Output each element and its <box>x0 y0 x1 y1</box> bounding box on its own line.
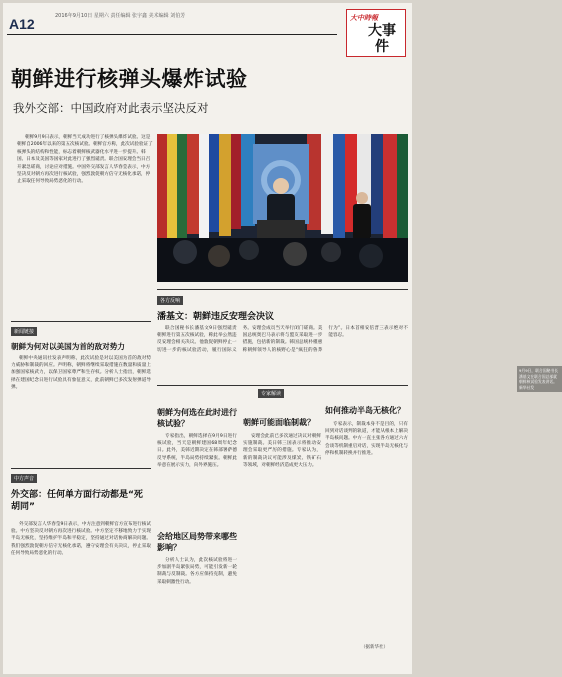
headline: 朝鲜进行核弹头爆炸试验 <box>11 67 248 91</box>
subheadline: 我外交部：中国政府对此表示坚决反对 <box>13 101 209 115</box>
section-label-link: 新闻链接 <box>11 327 37 336</box>
divider <box>11 468 151 469</box>
page-header <box>7 9 337 35</box>
dateline: 2016年9月10日 星期六 责任编辑 张宇鑫 美术编辑 刘伯芳 <box>55 13 186 19</box>
china-text: 外交部发言人华春莹9日表示，中方注意到朝鲜官方宣布进行核试验。中方坚决反对朝方再次进行核试验。中方坚定不移地致力于实现半岛无核化，坚持维护半岛和平稳定，坚持通过对话协商解决问题。我们强烈敦促朝方信守无核化承诺，遵守安理会有关决议，停止采取任何导致局势恶化的行动。 <box>11 522 151 556</box>
china-body <box>11 521 151 661</box>
section-label-china: 中方声音 <box>11 474 37 483</box>
question-2-headline: 会给地区局势带来哪些影响？ <box>157 532 237 552</box>
reactions-body <box>157 325 408 377</box>
section-label-reactions: 各方反响 <box>157 296 183 305</box>
newspaper-brand-box <box>346 9 406 57</box>
byline: （据新华社） <box>361 645 388 650</box>
section-label-analysis: 专家解读 <box>258 389 284 398</box>
link-body <box>11 355 151 457</box>
divider <box>11 321 151 322</box>
question-3-text: 安理会此前已多次通过决议对朝鲜实施制裁。美日韩三国表示将推动安理会采取更严厉的措施。专家认为，新的制裁决议可能涉及煤炭、铁矿石等领域，对朝鲜经济造成更大压力。 <box>243 434 321 468</box>
divider <box>157 385 408 386</box>
photo-caption: 9月9日，联合国秘书长潘基文在联合国总部就朝鲜核试验发表讲话。新华社发 <box>517 366 562 392</box>
question-1-headline: 朝鲜为何选在此时进行核试验？ <box>157 408 237 428</box>
question-4-headline: 如何推动半岛无核化？ <box>325 406 405 415</box>
question-4-text: 专家表示，制裁本身不是目的，只有回到对话谈判的轨道，才能从根本上解决半岛核问题。中方一直主张各方通过六方会谈等机制重启对话，实现半岛无核化与停和机制转换并行推进。 <box>325 422 408 456</box>
question-2-body <box>157 557 237 657</box>
question-4-body <box>325 421 408 641</box>
question-1-body <box>157 433 237 523</box>
lead-text: 朝鲜9月9日表示，朝鲜当天成功进行了核弹头爆炸试验。这是朝鲜自2006年以来的第五次核试验。朝鲜官方称，此次试验验证了核弹头的结构和性能，标志着朝鲜核武器化水平进一步提升。韩国、日本及美国等国家对此进行了强烈谴责。联合国安理会当日召开紧急磋商，讨论应对措施。中国外交部发言人华春莹表示，中方坚决反对朝方再次进行核试验，强烈敦促朝方信守无核化承诺，停止采取任何导致局势恶化的行动。 <box>17 135 153 185</box>
newspaper-name: 大中時報 <box>350 13 378 22</box>
question-3-headline: 朝鲜可能面临制裁？ <box>243 418 315 427</box>
question-2-text: 分析人士认为，此次核试验将进一步加剧半岛紧张局势，可能引发新一轮制裁与反制裁。各方应保持克制，避免采取刺激性行动。 <box>157 558 237 585</box>
china-headline: 外交部：任何单方面行动都是“死胡同” <box>11 490 143 512</box>
divider <box>157 289 408 290</box>
reactions-text: 联合国秘书长潘基文9日强烈谴责朝鲜进行第五次核试验，称此举公然违反安理会相关决议。他敦促朝鲜停止一切进一步的核试验活动，履行国际义务。安理会成员当天举行闭门磋商。美国总统奥巴马表示将与盟友采取进一步措施，包括新的制裁。韩国总统朴槿惠称朝鲜领导人的核野心是“疯狂的鲁莽行为”。日本首相安倍晋三表示绝对不能容忍。 <box>157 326 408 353</box>
link-text: 朝鲜中央通讯社发表声明称，此次试验是对以美国为首的敌对势力威胁和制裁的回应。声明称，朝鲜将继续采取措施在数量和质量上加强国家核武力，以保卫国家尊严和生存权。分析人士指出，朝鲜选择在建国纪念日进行试验具有象征意义，此前朝鲜已多次发射弹道导弹。 <box>11 356 151 390</box>
lead-paragraph <box>17 134 153 186</box>
page-number: A12 <box>9 16 35 32</box>
press-conference-image <box>157 134 408 282</box>
reactions-headline: 潘基文：朝鲜违反安理会决议 <box>157 312 275 322</box>
link-headline: 朝鲜为何对以美国为首的敌对势力 <box>11 342 125 351</box>
question-1-text: 专家指出，朝鲜选择在9月9日进行核试验，当天是朝鲜建国68周年纪念日。此外，美韩近期决定在韩部署萨德反导系统，半岛局势持续紧张。朝鲜此举意在展示实力，向外界施压。 <box>157 434 237 468</box>
question-3-body <box>243 433 321 643</box>
section-title: 大事件 <box>368 23 396 55</box>
newspaper-page <box>3 3 559 674</box>
